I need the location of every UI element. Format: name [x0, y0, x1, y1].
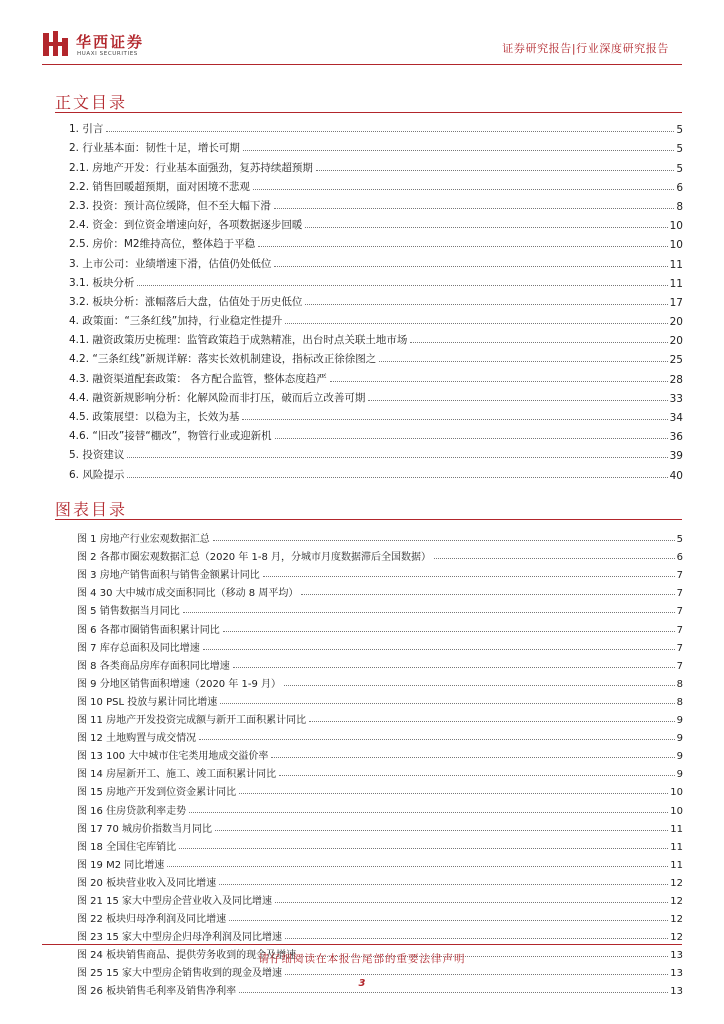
toc-entry-page: 5 — [676, 124, 683, 137]
figure-entry-page: 10 — [670, 805, 683, 817]
toc-entry[interactable] — [69, 251, 683, 270]
dot-leader — [220, 703, 674, 704]
figure-entry[interactable] — [77, 617, 683, 635]
figure-entry[interactable] — [77, 708, 683, 726]
dot-leader — [243, 150, 674, 151]
dot-leader — [284, 685, 675, 686]
figure-entry-label: 图 17 70 城房价指数当月同比 — [77, 823, 212, 835]
brand-name-en: HUAXI SECURITIES — [77, 51, 138, 57]
dot-leader — [410, 342, 667, 343]
toc-entry-page: 40 — [669, 469, 683, 482]
huaxi-logo-icon — [42, 30, 70, 58]
figure-entry-label: 图 10 PSL 投放与累计同比增速 — [77, 696, 218, 708]
dot-leader — [253, 189, 674, 190]
figure-entry-label: 图 11 房地产开发投资完成额与新开工面积累计同比 — [77, 715, 307, 727]
toc-entry-label: 3. 上市公司：业绩增速下滑，估值仍处低位 — [69, 257, 272, 270]
figure-entry-label: 图 15 房地产开发到位资金累计同比 — [77, 787, 237, 799]
dot-leader — [215, 830, 668, 831]
figure-entry-page: 9 — [676, 769, 683, 781]
toc-list — [69, 117, 683, 482]
toc-entry[interactable] — [69, 175, 683, 194]
toc-entry-label: 6. 风险提示 — [69, 468, 125, 481]
figure-entry-label: 图 1 房地产行业宏观数据汇总 — [77, 534, 210, 546]
dot-leader — [183, 612, 675, 613]
figure-entry-page: 13 — [670, 986, 683, 998]
toc-entry-page: 8 — [676, 200, 683, 213]
figure-entry[interactable] — [77, 545, 683, 563]
dot-leader — [223, 631, 675, 632]
dot-leader — [258, 246, 668, 247]
footer-divider — [42, 944, 682, 945]
figure-entry-page: 7 — [676, 624, 683, 636]
figure-entry-page: 7 — [676, 588, 683, 600]
dot-leader — [285, 938, 668, 939]
figure-entry-label: 图 26 板块销售毛利率及销售净利率 — [77, 986, 237, 998]
figure-entry-page: 12 — [670, 895, 683, 907]
toc-entry-page: 20 — [669, 316, 683, 329]
figure-entry-label: 图 13 100 大中城市住宅类用地成交溢价率 — [77, 751, 269, 763]
figure-entry[interactable] — [77, 780, 683, 798]
page-header — [0, 0, 724, 64]
figure-entry[interactable] — [77, 744, 683, 762]
figure-entry-label: 图 21 15 家大中型房企营业收入及同比增速 — [77, 895, 272, 907]
toc-entry[interactable] — [69, 347, 683, 366]
report-type: 证券研究报告|行业深度研究报告 — [502, 42, 669, 55]
figure-entry-label: 图 4 30 大中城市成交面积同比（移动 8 周平均） — [77, 588, 299, 600]
toc-entry-page: 25 — [669, 354, 683, 367]
toc-entry[interactable] — [69, 462, 683, 481]
toc-entry-label: 2.2. 销售回暖超预期，面对困境不悲观 — [69, 180, 250, 193]
figure-entry-label: 图 25 15 家大中型房企销售收到的现金及增速 — [77, 968, 282, 980]
figures-title: 图表目录 — [55, 500, 128, 519]
figure-entry-page: 11 — [670, 841, 683, 853]
figure-entry-page: 9 — [676, 715, 683, 727]
toc-entry-label: 1. 引言 — [69, 123, 104, 136]
figure-entry[interactable] — [77, 690, 683, 708]
figure-entry-page: 13 — [670, 968, 683, 980]
figure-entry-page: 13 — [670, 950, 683, 962]
dot-leader — [137, 285, 667, 286]
toc-entry-page: 5 — [676, 162, 683, 175]
brand-name-cn: 华西证券 — [76, 33, 145, 51]
figure-entry[interactable] — [77, 654, 683, 672]
toc-entry-label: 4.1. 融资政策历史梳理：监管政策趋于成熟精准，出台时点关联土地市场 — [69, 334, 408, 347]
figure-entry-label: 图 12 土地购置与成交情况 — [77, 733, 197, 745]
figure-entry-page: 5 — [676, 534, 683, 546]
toc-entry-page: 6 — [676, 181, 683, 194]
dot-leader — [127, 477, 667, 478]
dot-leader — [189, 812, 668, 813]
dot-leader — [239, 793, 668, 794]
toc-entry[interactable] — [69, 424, 683, 443]
figure-entry-page: 11 — [670, 859, 683, 871]
toc-entry[interactable] — [69, 155, 683, 174]
toc-entry[interactable] — [69, 117, 683, 136]
dot-leader — [229, 920, 668, 921]
figure-entry-label: 图 19 M2 同比增速 — [77, 859, 165, 871]
figure-entry[interactable] — [77, 726, 683, 744]
toc-entry-page: 5 — [676, 143, 683, 156]
toc-entry[interactable] — [69, 232, 683, 251]
dot-leader — [434, 558, 675, 559]
dot-leader — [263, 576, 675, 577]
figure-entry-page: 7 — [676, 606, 683, 618]
figure-entry-label: 图 6 各都市圈销售面积累计同比 — [77, 624, 220, 636]
toc-entry-label: 4.3. 融资渠道配套政策： 各方配合监管，整体态度趋严 — [69, 372, 327, 385]
dot-leader — [233, 667, 675, 668]
toc-entry-label: 2. 行业基本面：韧性十足，增长可期 — [69, 142, 240, 155]
figure-entry-page: 10 — [670, 787, 683, 799]
dot-leader — [271, 757, 674, 758]
dot-leader — [275, 902, 668, 903]
figure-entry[interactable] — [77, 871, 683, 889]
figure-entry-label: 图 8 各类商品房库存面积同比增速 — [77, 660, 230, 672]
toc-entry-label: 2.1. 房地产开发：行业基本面强劲，复苏持续超预期 — [69, 161, 313, 174]
figure-entry-page: 11 — [670, 823, 683, 835]
toc-entry-page: 10 — [669, 220, 683, 233]
figure-entry-page: 6 — [676, 552, 683, 564]
dot-leader — [316, 170, 674, 171]
dot-leader — [199, 739, 675, 740]
page-number: 3 — [358, 978, 366, 989]
toc-entry-label: 2.4. 资金：到位资金增速向好，各项数据逐步回暖 — [69, 219, 303, 232]
figure-entry[interactable] — [77, 907, 683, 925]
toc-entry[interactable] — [69, 194, 683, 213]
toc-entry-page: 11 — [669, 277, 683, 290]
figure-entry[interactable] — [77, 835, 683, 853]
figure-entry-label: 图 24 板块销售商品、提供劳务收到的现金及增速 — [77, 950, 297, 962]
figure-entry-page: 12 — [670, 914, 683, 926]
dot-leader — [285, 974, 668, 975]
figure-entry-label: 图 22 板块归母净利润及同比增速 — [77, 914, 227, 926]
figure-entry-page: 9 — [676, 733, 683, 745]
dot-leader — [285, 323, 667, 324]
dot-leader — [275, 438, 668, 439]
toc-entry-label: 4.6. “旧改”接替“棚改”，物管行业或迎新机 — [69, 430, 272, 443]
toc-entry-page: 34 — [669, 412, 683, 424]
toc-entry[interactable] — [69, 309, 683, 328]
toc-entry-page: 11 — [669, 258, 683, 271]
dot-leader — [301, 594, 674, 595]
figure-entry-label: 图 20 板块营业收入及同比增速 — [77, 877, 217, 889]
toc-entry[interactable] — [69, 386, 683, 405]
dot-leader — [368, 400, 667, 401]
figure-entry-page: 7 — [676, 660, 683, 672]
toc-entry[interactable] — [69, 271, 683, 290]
figure-entry-page: 7 — [676, 570, 683, 582]
dot-leader — [127, 457, 667, 458]
toc-entry[interactable] — [69, 443, 683, 462]
toc-entry-label: 4. 政策面：“三条红线”加持，行业稳定性提升 — [69, 315, 283, 328]
figure-entry[interactable] — [77, 925, 683, 943]
toc-entry-page: 36 — [669, 431, 683, 444]
dot-leader — [305, 227, 667, 228]
dot-leader — [274, 208, 674, 209]
figure-entry[interactable] — [77, 798, 683, 816]
toc-entry-page: 28 — [669, 373, 683, 386]
figure-entry[interactable] — [77, 599, 683, 617]
figure-entry-page: 8 — [676, 696, 683, 708]
figures-title-divider — [55, 519, 682, 520]
figure-entry-label: 图 5 销售数据当月同比 — [77, 606, 180, 618]
toc-entry[interactable] — [69, 328, 683, 347]
toc-entry-label: 3.2. 板块分析：涨幅落后大盘，估值处于历史低位 — [69, 295, 303, 308]
figure-list — [77, 527, 683, 997]
dot-leader — [179, 848, 668, 849]
dot-leader — [305, 304, 667, 305]
figure-entry-label: 图 9 分地区销售面积增速（2020 年 1-9 月） — [77, 678, 282, 690]
header-divider — [42, 64, 682, 65]
figure-entry-page: 12 — [670, 932, 683, 944]
dot-leader — [379, 361, 667, 362]
toc-entry-label: 2.5. 房价：M2维持高位，整体趋于平稳 — [69, 238, 256, 251]
figure-entry[interactable] — [77, 672, 683, 690]
toc-entry[interactable] — [69, 366, 683, 385]
toc-entry-label: 4.4. 融资新规影响分析：化解风险而非打压，破而后立改善可期 — [69, 391, 366, 404]
dot-leader — [239, 992, 668, 993]
figure-entry-label: 图 14 房屋新开工、施工、竣工面积累计同比 — [77, 769, 277, 781]
figure-entry[interactable] — [77, 636, 683, 654]
figure-entry-label: 图 2 各都市圈宏观数据汇总（2020 年 1-8 月，分城市月度数据滞后全国数据） — [77, 552, 432, 564]
dot-leader — [330, 381, 668, 382]
toc-entry-label: 4.5. 政策展望：以稳为主，长效为基 — [69, 411, 240, 423]
figure-entry[interactable] — [77, 817, 683, 835]
toc-entry-label: 4.2. “三条红线”新规详解：落实长效机制建设，指标改正徐徐图之 — [69, 353, 377, 366]
toc-title-divider — [55, 112, 682, 113]
toc-entry[interactable] — [69, 405, 683, 424]
toc-entry-label: 2.3. 投资：预计高位缓降，但不至大幅下滑 — [69, 199, 271, 212]
figure-entry-page: 7 — [676, 642, 683, 654]
figure-entry-label: 图 18 全国住宅库销比 — [77, 841, 177, 853]
figure-entry-page: 9 — [676, 751, 683, 763]
dot-leader — [203, 649, 675, 650]
figure-entry[interactable] — [77, 563, 683, 581]
toc-entry-page: 39 — [669, 450, 683, 463]
toc-entry-label: 3.1. 板块分析 — [69, 276, 135, 289]
dot-leader — [274, 266, 667, 267]
dot-leader — [106, 131, 674, 132]
figure-entry[interactable] — [77, 889, 683, 907]
legal-notice: 请仔细阅读在本报告尾部的重要法律声明 — [258, 953, 466, 965]
figure-entry[interactable] — [77, 853, 683, 871]
dot-leader — [167, 866, 668, 867]
figure-entry[interactable] — [77, 762, 683, 780]
dot-leader — [309, 721, 675, 722]
toc-entry[interactable] — [69, 136, 683, 155]
figure-entry-label: 图 16 住房贷款利率走势 — [77, 805, 187, 817]
figure-entry[interactable] — [77, 527, 683, 545]
toc-entry-label: 5. 投资建议 — [69, 449, 125, 462]
figure-entry-label: 图 3 房地产销售面积与销售金额累计同比 — [77, 570, 260, 582]
dot-leader — [213, 540, 675, 541]
toc-entry-page: 20 — [669, 335, 683, 348]
dot-leader — [279, 775, 675, 776]
toc-entry[interactable] — [69, 290, 683, 309]
toc-entry-page: 17 — [669, 296, 683, 309]
toc-entry-page: 10 — [669, 239, 683, 252]
toc-title: 正文目录 — [55, 93, 128, 112]
toc-entry-page: 33 — [669, 392, 683, 405]
dot-leader — [242, 419, 667, 420]
dot-leader — [219, 884, 668, 885]
toc-entry[interactable] — [69, 213, 683, 232]
figure-entry-page: 12 — [670, 877, 683, 889]
figure-entry-page: 8 — [676, 678, 683, 690]
figure-entry-label: 图 7 库存总面积及同比增速 — [77, 642, 200, 654]
figure-entry-label: 图 23 15 家大中型房企归母净利润及同比增速 — [77, 932, 282, 944]
figure-entry[interactable] — [77, 581, 683, 599]
